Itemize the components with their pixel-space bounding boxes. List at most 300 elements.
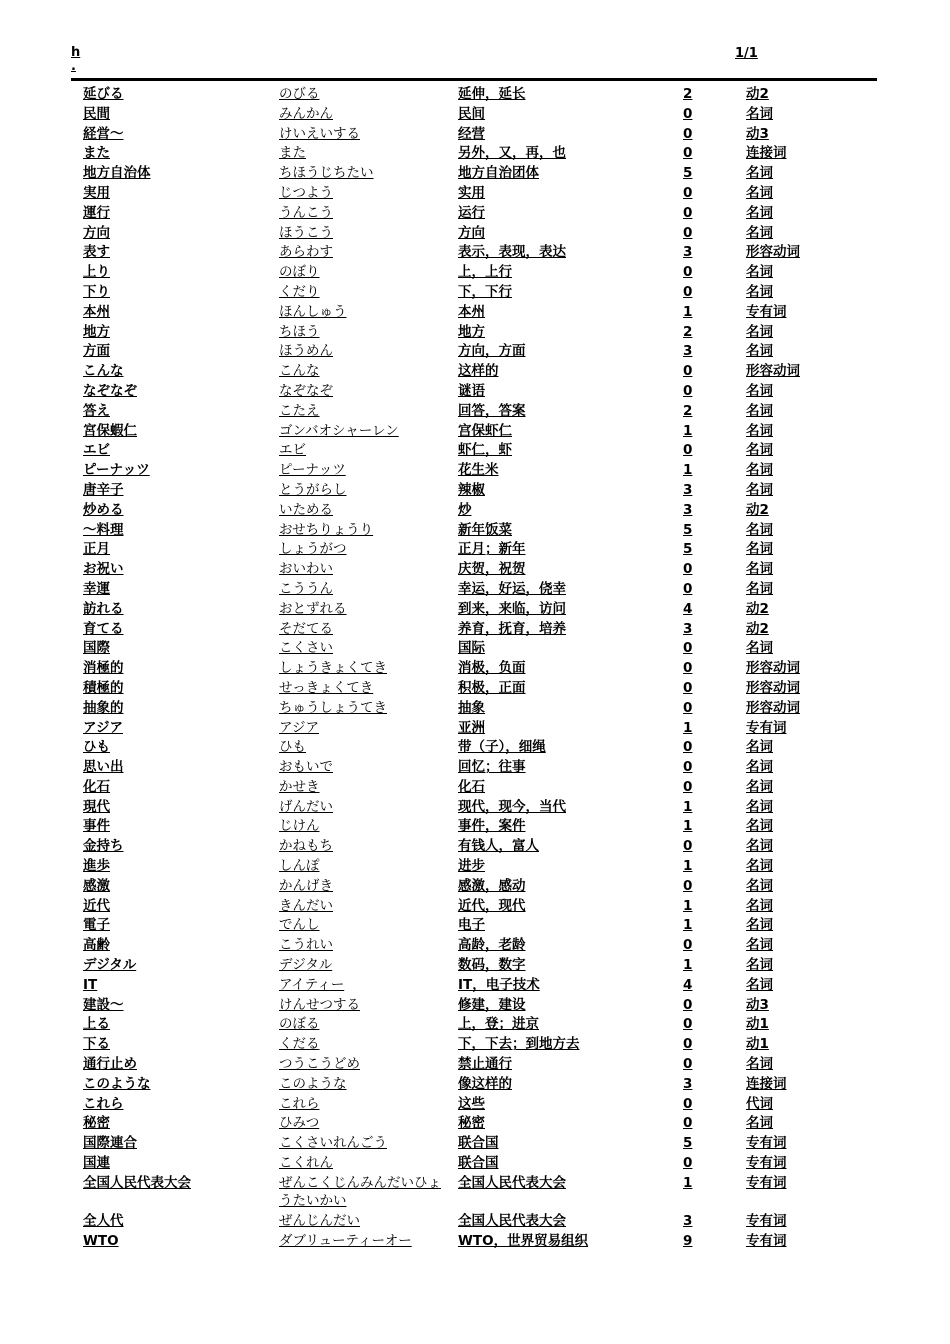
- cell-part-of-speech: 代词: [746, 1095, 773, 1112]
- cell-part-of-speech: 名词: [746, 897, 773, 914]
- cell-part-of-speech: 名词: [746, 580, 773, 597]
- cell-part-of-speech: 名词: [746, 759, 773, 776]
- cell-meaning: 有钱人，富人: [458, 838, 539, 855]
- cell-accent: 3: [683, 481, 693, 498]
- cell-word: 進歩: [83, 858, 110, 875]
- cell-reading: アイティー: [279, 976, 345, 993]
- cell-accent: 3: [683, 1212, 693, 1229]
- table-row: [0, 738, 950, 758]
- table-row: [0, 540, 950, 560]
- cell-accent: 1: [683, 1174, 693, 1191]
- cell-word: 延びる: [83, 86, 124, 102]
- table-row: [0, 897, 950, 917]
- table-row: [0, 501, 950, 521]
- cell-word: アジア: [83, 719, 123, 736]
- cell-word: WTO: [83, 1232, 119, 1249]
- cell-meaning: 宫保虾仁: [458, 422, 512, 439]
- cell-word: これら: [83, 1095, 124, 1112]
- cell-part-of-speech: 名词: [746, 858, 773, 875]
- cell-meaning: 地方: [458, 323, 485, 340]
- cell-accent: 0: [683, 778, 693, 795]
- cell-accent: 0: [683, 204, 693, 221]
- cell-word: 訪れる: [83, 600, 124, 617]
- cell-meaning: 高龄，老龄: [458, 937, 526, 954]
- table-row: [0, 1232, 950, 1252]
- cell-reading: つうこうどめ: [279, 1056, 360, 1073]
- cell-reading: ひも: [279, 739, 306, 756]
- cell-word: 思い出: [83, 759, 124, 776]
- table-row: [0, 1095, 950, 1115]
- cell-meaning: 国际: [458, 640, 485, 657]
- cell-meaning: 这些: [458, 1095, 485, 1112]
- cell-word: ～料理: [83, 521, 124, 538]
- header-label: h: [71, 45, 81, 60]
- cell-meaning: 这样的: [458, 363, 499, 380]
- cell-meaning: 联合国: [458, 1155, 499, 1172]
- cell-reading: おとずれる: [279, 600, 347, 617]
- cell-part-of-speech: 专有词: [746, 1155, 787, 1172]
- cell-part-of-speech: 动2: [746, 620, 769, 637]
- table-row: [0, 125, 950, 145]
- cell-part-of-speech: 名词: [746, 798, 773, 815]
- cell-meaning: 现代，现今，当代: [458, 798, 566, 815]
- cell-part-of-speech: 名词: [746, 818, 773, 835]
- cell-part-of-speech: 名词: [746, 402, 773, 419]
- cell-part-of-speech: 形容动词: [746, 244, 800, 261]
- cell-reading: ちほう: [279, 323, 320, 340]
- cell-reading: でんし: [279, 917, 320, 934]
- cell-meaning: 禁止通行: [458, 1056, 512, 1073]
- cell-part-of-speech: 动1: [746, 1036, 769, 1053]
- table-row: [0, 659, 950, 679]
- cell-word: なぞなぞ: [83, 382, 137, 399]
- cell-word: このような: [83, 1075, 151, 1092]
- cell-reading: ひみつ: [279, 1115, 320, 1132]
- cell-accent: 0: [683, 739, 693, 756]
- table-row: [0, 224, 950, 244]
- cell-word: 正月: [83, 541, 110, 558]
- cell-part-of-speech: 名词: [746, 1115, 773, 1132]
- cell-word: 化石: [83, 778, 110, 795]
- cell-accent: 2: [683, 86, 693, 102]
- table-row: [0, 837, 950, 857]
- cell-word: 上り: [83, 264, 110, 281]
- cell-word: 金持ち: [83, 838, 124, 855]
- cell-reading: おいわい: [279, 561, 333, 578]
- cell-word: 下る: [83, 1036, 110, 1053]
- cell-meaning: 幸运，好运，侥幸: [458, 580, 566, 597]
- cell-part-of-speech: 动2: [746, 600, 769, 617]
- cell-word: 表す: [83, 244, 110, 261]
- cell-meaning: 运行: [458, 204, 485, 221]
- cell-meaning: 炒: [458, 501, 472, 518]
- cell-accent: 5: [683, 521, 693, 538]
- table-row: [0, 1114, 950, 1134]
- cell-part-of-speech: 名词: [746, 204, 773, 221]
- table-row: [0, 600, 950, 620]
- cell-reading: おもいで: [279, 759, 333, 776]
- cell-word: デジタル: [83, 957, 137, 974]
- cell-word: 国際連合: [83, 1135, 137, 1152]
- cell-accent: 1: [683, 462, 693, 479]
- cell-accent: 0: [683, 145, 693, 162]
- cell-part-of-speech: 名词: [746, 382, 773, 399]
- cell-word: 全国人民代表大会: [83, 1174, 191, 1191]
- cell-word: ひも: [83, 739, 110, 756]
- table-row: [0, 184, 950, 204]
- cell-meaning: 感激，感动: [458, 877, 526, 894]
- table-row: [0, 798, 950, 818]
- cell-part-of-speech: 形容动词: [746, 679, 800, 696]
- table-row: [0, 857, 950, 877]
- cell-part-of-speech: 名词: [746, 937, 773, 954]
- cell-reading: こくれん: [279, 1155, 333, 1172]
- table-row: [0, 342, 950, 362]
- table-row: [0, 243, 950, 263]
- cell-reading: みんかん: [279, 105, 333, 122]
- cell-meaning: 谜语: [458, 382, 485, 399]
- cell-accent: 0: [683, 580, 693, 597]
- cell-reading: あらわす: [279, 244, 333, 261]
- cell-accent: 0: [683, 105, 693, 122]
- cell-accent: 0: [683, 937, 693, 954]
- cell-meaning: 本州: [458, 303, 485, 320]
- cell-reading: また: [279, 145, 306, 162]
- cell-reading: エビ: [279, 442, 306, 459]
- cell-meaning: 带（子），细绳: [458, 739, 546, 756]
- cell-word: 抽象的: [83, 699, 124, 716]
- cell-meaning: 养育，抚育，培养: [458, 620, 566, 637]
- cell-meaning: 方向: [458, 224, 485, 241]
- cell-word: 方向: [83, 224, 110, 241]
- header-rule: [71, 78, 877, 81]
- cell-reading: せっきょくてき: [279, 679, 374, 696]
- cell-meaning: 下，下去；到地方去: [458, 1036, 580, 1053]
- cell-meaning: 到来，来临，访问: [458, 600, 566, 617]
- cell-accent: 0: [683, 442, 693, 459]
- cell-reading: かせき: [279, 778, 320, 795]
- cell-word: 積極的: [83, 679, 124, 696]
- cell-accent: 0: [683, 1115, 693, 1132]
- cell-accent: 0: [683, 224, 693, 241]
- table-row: [0, 521, 950, 541]
- cell-reading: ほうめん: [279, 343, 333, 360]
- cell-word: 地方: [83, 323, 110, 340]
- cell-accent: 0: [683, 838, 693, 855]
- cell-meaning: 辣椒: [458, 481, 485, 498]
- cell-reading: いためる: [279, 501, 333, 518]
- cell-part-of-speech: 连接词: [746, 145, 787, 162]
- cell-accent: 5: [683, 1135, 693, 1152]
- cell-accent: 0: [683, 561, 693, 578]
- cell-part-of-speech: 名词: [746, 561, 773, 578]
- cell-accent: 0: [683, 877, 693, 894]
- cell-reading: のぼり: [279, 264, 320, 281]
- table-row: [0, 283, 950, 303]
- cell-word: 下り: [83, 283, 110, 300]
- cell-meaning: 回答，答案: [458, 402, 526, 419]
- cell-accent: 3: [683, 343, 693, 360]
- cell-word: 運行: [83, 204, 110, 221]
- cell-accent: 2: [683, 323, 693, 340]
- cell-word: 本州: [83, 303, 110, 320]
- table-row: [0, 362, 950, 382]
- cell-reading: こくさい: [279, 640, 333, 657]
- cell-accent: 1: [683, 957, 693, 974]
- cell-accent: 1: [683, 897, 693, 914]
- cell-part-of-speech: 形容动词: [746, 699, 800, 716]
- cell-reading: ちゅうしょうてき: [279, 699, 387, 716]
- cell-word: 全人代: [83, 1212, 124, 1229]
- cell-word: 建設～: [83, 996, 124, 1013]
- cell-reading: こたえ: [279, 402, 320, 419]
- cell-reading: このような: [279, 1075, 347, 1092]
- cell-accent: 0: [683, 283, 693, 300]
- cell-meaning: 实用: [458, 184, 485, 201]
- cell-part-of-speech: 动2: [746, 501, 769, 518]
- cell-reading: のびる: [279, 86, 320, 102]
- cell-part-of-speech: 专有词: [746, 719, 787, 736]
- cell-accent: 1: [683, 719, 693, 736]
- cell-reading: しょうきょくてき: [279, 660, 387, 677]
- cell-meaning: IT，电子技术: [458, 976, 540, 993]
- cell-reading: けんせつする: [279, 996, 360, 1013]
- cell-word: 高齢: [83, 937, 110, 954]
- table-row: [0, 639, 950, 659]
- table-row: [0, 441, 950, 461]
- cell-meaning: 花生米: [458, 462, 499, 479]
- cell-word: 炒める: [83, 501, 124, 518]
- cell-meaning: 化石: [458, 778, 485, 795]
- cell-part-of-speech: 名词: [746, 917, 773, 934]
- cell-reading: うんこう: [279, 204, 333, 221]
- cell-reading: ゴンバオシャーレン: [279, 422, 399, 439]
- cell-word: 育てる: [83, 620, 124, 637]
- cell-part-of-speech: 名词: [746, 323, 773, 340]
- cell-meaning: 表示，表现，表达: [458, 244, 566, 261]
- cell-reading: こううん: [279, 580, 333, 597]
- cell-part-of-speech: 名词: [746, 1056, 773, 1073]
- table-row: [0, 263, 950, 283]
- cell-reading: こんな: [279, 363, 320, 380]
- cell-word: 民間: [83, 105, 110, 122]
- cell-word: 現代: [83, 798, 110, 815]
- cell-part-of-speech: 专有词: [746, 303, 787, 320]
- cell-word: 感激: [83, 877, 110, 894]
- table-row: [0, 956, 950, 976]
- cell-meaning: 下，下行: [458, 283, 512, 300]
- table-row: [0, 699, 950, 719]
- cell-reading: ピーナッツ: [279, 462, 346, 479]
- cell-accent: 0: [683, 184, 693, 201]
- cell-reading: のぼる: [279, 1016, 320, 1033]
- cell-meaning: 亚洲: [458, 719, 485, 736]
- cell-part-of-speech: 名词: [746, 877, 773, 894]
- cell-reading: おせちりょうり: [279, 521, 374, 538]
- cell-reading: げんだい: [279, 798, 333, 815]
- table-row: [0, 323, 950, 343]
- cell-reading: これら: [279, 1095, 320, 1112]
- cell-part-of-speech: 名词: [746, 957, 773, 974]
- cell-accent: 3: [683, 244, 693, 261]
- cell-part-of-speech: 连接词: [746, 1075, 787, 1092]
- table-row: [0, 1134, 950, 1154]
- cell-word: IT: [83, 976, 98, 993]
- cell-part-of-speech: 名词: [746, 283, 773, 300]
- cell-meaning: 正月；新年: [458, 541, 526, 558]
- cell-accent: 0: [683, 640, 693, 657]
- cell-word: お祝い: [83, 561, 124, 578]
- cell-accent: 1: [683, 818, 693, 835]
- table-row: [0, 817, 950, 837]
- table-row: [0, 560, 950, 580]
- cell-meaning: 抽象: [458, 699, 485, 716]
- cell-accent: 1: [683, 303, 693, 320]
- cell-part-of-speech: 名词: [746, 541, 773, 558]
- cell-word: 上る: [83, 1016, 110, 1033]
- cell-reading: ほうこう: [279, 224, 333, 241]
- vocabulary-table: [0, 85, 950, 1251]
- cell-accent: 0: [683, 1036, 693, 1053]
- cell-meaning: 上，上行: [458, 264, 512, 281]
- cell-accent: 0: [683, 1056, 693, 1073]
- cell-accent: 0: [683, 996, 693, 1013]
- cell-part-of-speech: 专有词: [746, 1135, 787, 1152]
- cell-reading: ぜんこくじんみんだいひょうたいかい: [279, 1174, 441, 1209]
- cell-reading: そだてる: [279, 620, 333, 637]
- cell-reading: こくさいれんごう: [279, 1135, 387, 1152]
- cell-meaning: 地方自治团体: [458, 165, 539, 182]
- cell-part-of-speech: 名词: [746, 976, 773, 993]
- table-row: [0, 422, 950, 442]
- table-row: [0, 758, 950, 778]
- cell-accent: 1: [683, 858, 693, 875]
- cell-part-of-speech: 形容动词: [746, 660, 800, 677]
- cell-part-of-speech: 名词: [746, 462, 773, 479]
- cell-part-of-speech: 动1: [746, 1016, 769, 1033]
- cell-reading: じけん: [279, 818, 320, 835]
- cell-accent: 4: [683, 600, 693, 617]
- table-row: [0, 85, 950, 105]
- cell-part-of-speech: 名词: [746, 224, 773, 241]
- cell-meaning: 回忆；往事: [458, 759, 526, 776]
- cell-reading: きんだい: [279, 897, 333, 914]
- cell-reading: こうれい: [279, 937, 333, 954]
- table-row: [0, 996, 950, 1016]
- table-row: [0, 204, 950, 224]
- cell-part-of-speech: 名词: [746, 422, 773, 439]
- cell-reading: かんげき: [279, 877, 333, 894]
- cell-part-of-speech: 形容动词: [746, 363, 800, 380]
- cell-word: 経営～: [83, 125, 124, 142]
- cell-meaning: 秘密: [458, 1115, 485, 1132]
- cell-accent: 0: [683, 1095, 693, 1112]
- cell-meaning: 事件，案件: [458, 818, 526, 835]
- cell-accent: 5: [683, 165, 693, 182]
- table-row: [0, 164, 950, 184]
- table-row: [0, 303, 950, 323]
- cell-accent: 0: [683, 264, 693, 281]
- cell-meaning: WTO，世界贸易组织: [458, 1232, 589, 1249]
- cell-word: 実用: [83, 184, 110, 201]
- cell-meaning: 庆贺，祝贺: [458, 561, 526, 578]
- cell-reading: じつよう: [279, 184, 333, 201]
- cell-accent: 0: [683, 679, 693, 696]
- table-row: [0, 936, 950, 956]
- cell-word: ピーナッツ: [83, 462, 150, 479]
- cell-word: 電子: [83, 917, 110, 934]
- cell-meaning: 虾仁，虾: [458, 442, 512, 459]
- cell-accent: 4: [683, 976, 693, 993]
- table-row: [0, 679, 950, 699]
- cell-part-of-speech: 名词: [746, 165, 773, 182]
- cell-part-of-speech: 名词: [746, 640, 773, 657]
- cell-part-of-speech: 名词: [746, 343, 773, 360]
- cell-part-of-speech: 名词: [746, 184, 773, 201]
- table-row: [0, 1075, 950, 1095]
- cell-reading: ダブリューティーオー: [279, 1232, 412, 1249]
- cell-part-of-speech: 动2: [746, 86, 769, 102]
- cell-part-of-speech: 名词: [746, 838, 773, 855]
- cell-word: 近代: [83, 897, 110, 914]
- cell-meaning: 另外，又，再，也: [458, 145, 566, 162]
- cell-accent: 5: [683, 541, 693, 558]
- cell-reading: ぜんじんだい: [279, 1212, 360, 1229]
- cell-part-of-speech: 专有词: [746, 1232, 787, 1249]
- cell-reading: しんぽ: [279, 858, 320, 875]
- cell-accent: 1: [683, 798, 693, 815]
- cell-part-of-speech: 动3: [746, 125, 769, 142]
- cell-reading: デジタル: [279, 957, 333, 974]
- cell-meaning: 进步: [458, 858, 485, 875]
- cell-reading: ほんしゅう: [279, 303, 347, 320]
- cell-meaning: 经营: [458, 125, 485, 142]
- cell-meaning: 数码，数字: [458, 957, 526, 974]
- cell-word: 秘密: [83, 1115, 110, 1132]
- cell-word: 地方自治体: [83, 165, 151, 182]
- cell-accent: 9: [683, 1232, 693, 1249]
- table-row: [0, 1015, 950, 1035]
- table-row: [0, 1212, 950, 1232]
- cell-word: 国連: [83, 1155, 110, 1172]
- cell-meaning: 上，登；进京: [458, 1016, 539, 1033]
- cell-reading: ちほうじちたい: [279, 165, 374, 182]
- cell-word: 宮保蝦仁: [83, 422, 137, 439]
- cell-meaning: 全国人民代表大会: [458, 1174, 566, 1191]
- table-row: [0, 461, 950, 481]
- cell-accent: 1: [683, 917, 693, 934]
- cell-reading: アジア: [279, 719, 319, 736]
- cell-reading: くだる: [279, 1036, 320, 1053]
- cell-part-of-speech: 名词: [746, 521, 773, 538]
- cell-part-of-speech: 名词: [746, 105, 773, 122]
- cell-meaning: 方向，方面: [458, 343, 526, 360]
- cell-reading: かねもち: [279, 838, 333, 855]
- cell-word: こんな: [83, 363, 124, 380]
- cell-meaning: 全国人民代表大会: [458, 1212, 566, 1229]
- table-row: [0, 1035, 950, 1055]
- cell-part-of-speech: 名词: [746, 778, 773, 795]
- cell-meaning: 修建，建设: [458, 996, 526, 1013]
- cell-part-of-speech: 专有词: [746, 1174, 787, 1191]
- cell-accent: 0: [683, 699, 693, 716]
- cell-accent: 3: [683, 620, 693, 637]
- cell-reading: くだり: [279, 283, 320, 300]
- cell-word: 唐辛子: [83, 481, 124, 498]
- cell-word: 国際: [83, 640, 110, 657]
- table-row: [0, 620, 950, 640]
- cell-meaning: 电子: [458, 917, 485, 934]
